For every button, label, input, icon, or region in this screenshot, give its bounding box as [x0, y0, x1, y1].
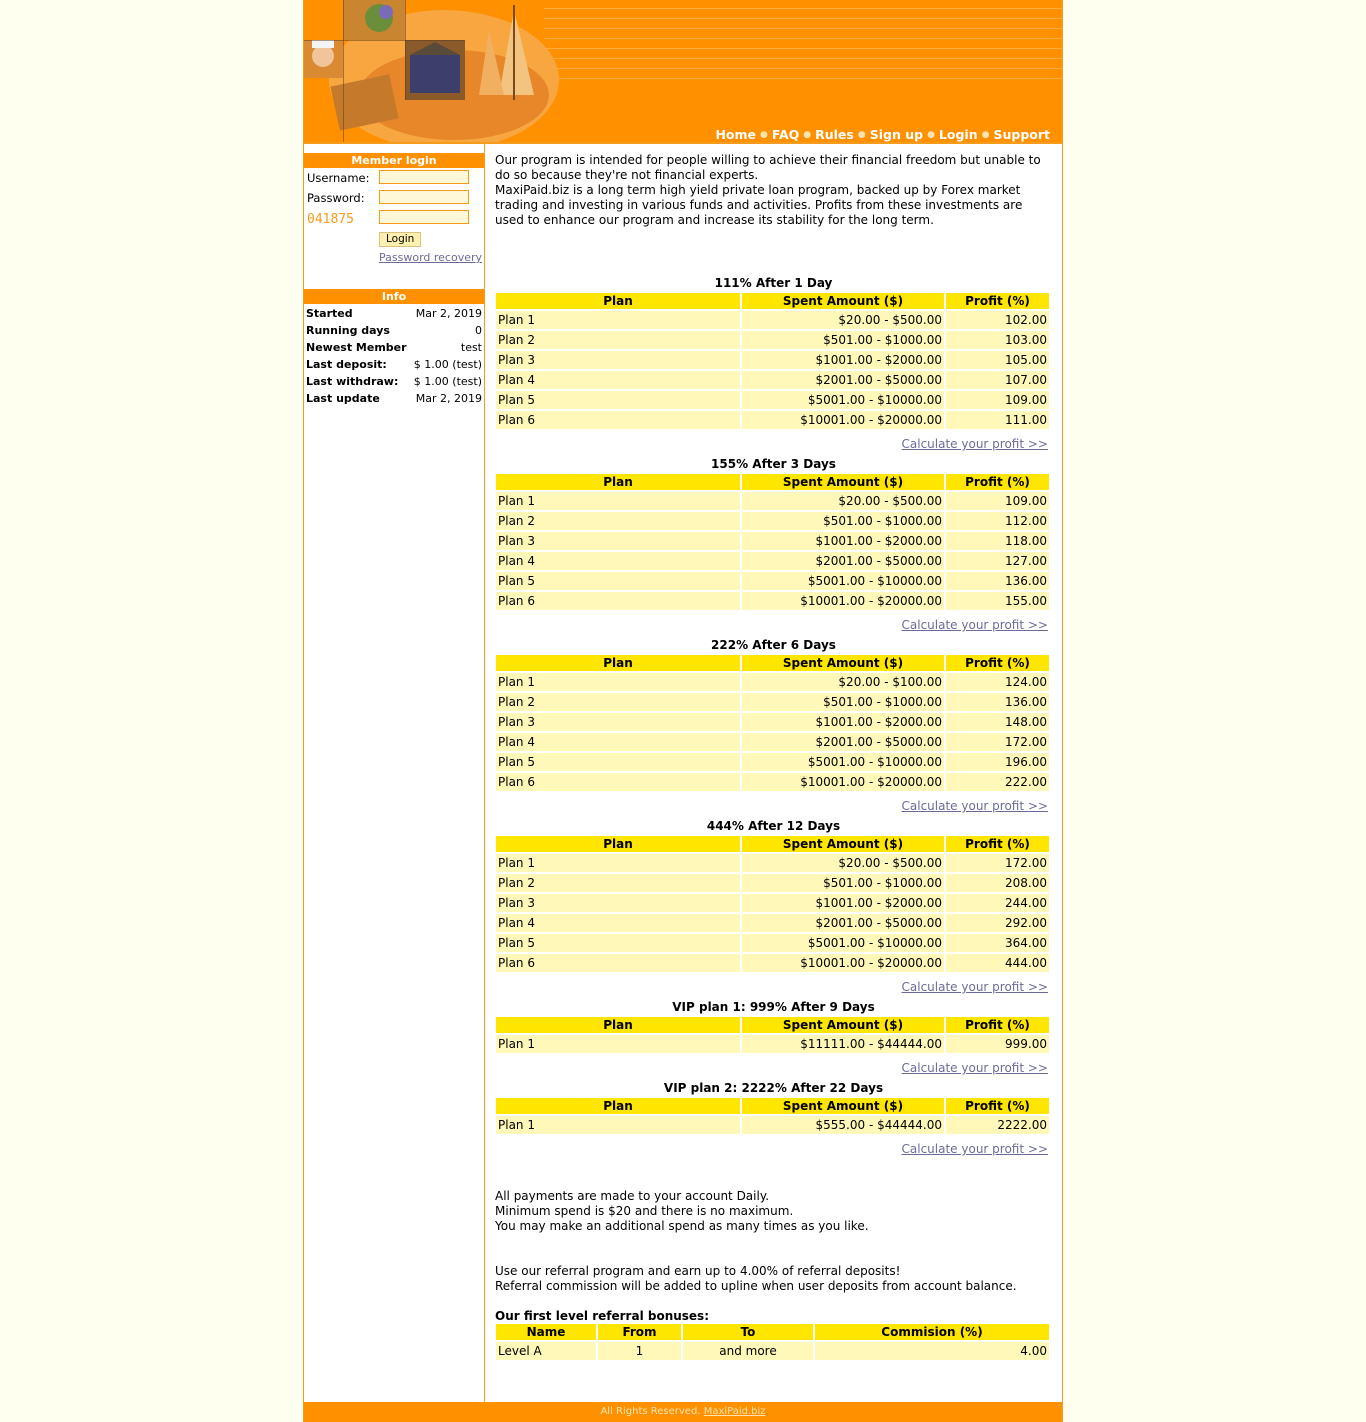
amount-cell: $501.00 - $1000.00 — [742, 874, 944, 892]
table-row — [496, 894, 1049, 912]
table-row — [496, 1342, 1049, 1360]
profit-cell: 244.00 — [946, 894, 1049, 912]
column-header: Spent Amount ($) — [742, 474, 944, 490]
plan-table — [494, 1015, 1051, 1055]
plan-name-cell: Plan 4 — [496, 552, 740, 570]
profit-cell: 124.00 — [946, 673, 1049, 691]
table-row — [496, 331, 1049, 349]
plan-title: 444% After 12 Days — [706, 819, 841, 833]
column-header: Name — [496, 1324, 596, 1340]
profit-cell: 364.00 — [946, 934, 1049, 952]
profit-cell: 136.00 — [946, 693, 1049, 711]
plan-name-cell: Plan 5 — [496, 753, 740, 771]
profit-cell: 107.00 — [946, 371, 1049, 389]
nav-signup[interactable]: Sign up — [869, 127, 924, 142]
column-header: Profit (%) — [946, 474, 1049, 490]
member-login-heading: Member login — [304, 153, 484, 168]
info-row — [306, 356, 482, 373]
table-row — [496, 773, 1049, 791]
footer-site-link[interactable]: MaxiPaid.biz — [703, 1406, 766, 1417]
column-header: Profit (%) — [946, 836, 1049, 852]
calculate-profit-link[interactable]: Calculate your profit >> — [901, 618, 1048, 632]
info-value: test — [460, 341, 482, 354]
profit-cell: 2222.00 — [946, 1116, 1049, 1134]
amount-cell: $10001.00 - $20000.00 — [742, 411, 944, 429]
plan-name-cell: Plan 3 — [496, 713, 740, 731]
table-row — [496, 592, 1049, 610]
login-button[interactable]: Login — [379, 232, 421, 247]
footer-text: All Rights Reserved. — [600, 1406, 701, 1417]
intro-text-line: MaxiPaid.biz is a long term high yield private loan program, backed up by Forex market — [495, 183, 1021, 197]
profit-cell: 109.00 — [946, 492, 1049, 510]
column-header: Spent Amount ($) — [742, 293, 944, 309]
profit-cell: 148.00 — [946, 713, 1049, 731]
info-row — [306, 390, 482, 407]
nav-rules[interactable]: Rules — [815, 127, 854, 142]
referral-cell: 1 — [598, 1342, 681, 1360]
table-row — [496, 733, 1049, 751]
plan-title: 155% After 3 Days — [711, 457, 836, 471]
column-header: Commision (%) — [815, 1324, 1049, 1340]
plan-name-cell: Plan 1 — [496, 673, 740, 691]
referral-bonus-title: Our first level referral bonuses: — [495, 1309, 709, 1323]
plan-title: 111% After 1 Day — [714, 276, 833, 290]
table-row — [496, 351, 1049, 369]
column-header: Spent Amount ($) — [742, 836, 944, 852]
plan-table — [494, 653, 1051, 793]
column-header: Plan — [496, 293, 740, 309]
plan-name-cell: Plan 2 — [496, 693, 740, 711]
page-container — [303, 0, 1063, 1422]
plan-title: VIP plan 2: 2222% After 22 Days — [663, 1081, 884, 1095]
profit-cell: 109.00 — [946, 391, 1049, 409]
plan-name-cell: Plan 1 — [496, 1116, 740, 1134]
amount-cell: $2001.00 - $5000.00 — [742, 733, 944, 751]
plan-name-cell: Plan 4 — [496, 733, 740, 751]
amount-cell: $5001.00 - $10000.00 — [742, 934, 944, 952]
plan-name-cell: Plan 3 — [496, 351, 740, 369]
amount-cell: $2001.00 - $5000.00 — [742, 914, 944, 932]
column-header: Plan — [496, 1098, 740, 1114]
plan-name-cell: Plan 2 — [496, 331, 740, 349]
payment-info-line: All payments are made to your account Daily. — [495, 1189, 770, 1203]
table-row — [496, 572, 1049, 590]
table-row — [496, 532, 1049, 550]
column-header: Profit (%) — [946, 1098, 1049, 1114]
table-row — [496, 874, 1049, 892]
amount-cell: $1001.00 - $2000.00 — [742, 713, 944, 731]
column-header: Profit (%) — [946, 655, 1049, 671]
plan-name-cell: Plan 5 — [496, 572, 740, 590]
password-label: Password: — [307, 191, 365, 205]
plan-table — [494, 291, 1051, 431]
table-row — [496, 854, 1049, 872]
plan-name-cell: Plan 2 — [496, 512, 740, 530]
profit-cell: 172.00 — [946, 854, 1049, 872]
payment-info-line: You may make an additional spend as many times as you like. — [495, 1219, 869, 1233]
password-recovery-link[interactable]: Password recovery — [379, 251, 483, 264]
table-row — [496, 934, 1049, 952]
amount-cell: $20.00 - $100.00 — [742, 673, 944, 691]
plan-table-header — [496, 1098, 1049, 1114]
amount-cell: $11111.00 - $44444.00 — [742, 1035, 944, 1053]
intro-text-line: used to enhance our program and increase its stability for the long term. — [495, 213, 934, 227]
info-value: Mar 2, 2019 — [415, 307, 482, 320]
amount-cell: $10001.00 - $20000.00 — [742, 954, 944, 972]
plan-name-cell: Plan 1 — [496, 492, 740, 510]
plan-name-cell: Plan 2 — [496, 874, 740, 892]
plan-name-cell: Plan 1 — [496, 311, 740, 329]
table-row — [496, 492, 1049, 510]
column-header: Spent Amount ($) — [742, 1017, 944, 1033]
amount-cell: $1001.00 - $2000.00 — [742, 894, 944, 912]
amount-cell: $5001.00 - $10000.00 — [742, 753, 944, 771]
plan-table — [494, 1096, 1051, 1136]
plan-name-cell: Plan 5 — [496, 934, 740, 952]
amount-cell: $5001.00 - $10000.00 — [742, 391, 944, 409]
plan-name-cell: Plan 6 — [496, 411, 740, 429]
plan-name-cell: Plan 3 — [496, 532, 740, 550]
table-row — [496, 753, 1049, 771]
profit-cell: 222.00 — [946, 773, 1049, 791]
info-row — [306, 305, 482, 322]
table-row — [496, 391, 1049, 409]
plan-name-cell: Plan 1 — [496, 1035, 740, 1053]
amount-cell: $10001.00 - $20000.00 — [742, 592, 944, 610]
table-row — [496, 411, 1049, 429]
amount-cell: $555.00 - $44444.00 — [742, 1116, 944, 1134]
calculate-profit-link[interactable]: Calculate your profit >> — [901, 799, 1048, 813]
info-key: Last withdraw: — [306, 375, 399, 388]
amount-cell: $2001.00 - $5000.00 — [742, 371, 944, 389]
intro-text-line: do so because they're not financial experts. — [495, 168, 759, 182]
calculate-profit-link[interactable]: Calculate your profit >> — [901, 980, 1048, 994]
column-header: Spent Amount ($) — [742, 655, 944, 671]
plan-name-cell: Plan 6 — [496, 592, 740, 610]
referral-cell: 4.00 — [815, 1342, 1049, 1360]
profit-cell: 155.00 — [946, 592, 1049, 610]
table-row — [496, 311, 1049, 329]
table-row — [496, 371, 1049, 389]
captcha-image: 041875 — [307, 212, 354, 227]
info-row — [306, 339, 482, 356]
column-header: Plan — [496, 836, 740, 852]
profit-cell: 292.00 — [946, 914, 1049, 932]
referral-info-line: Referral commission will be added to upline when user deposits from account balance. — [495, 1279, 1017, 1293]
table-row — [496, 713, 1049, 731]
profit-cell: 208.00 — [946, 874, 1049, 892]
amount-cell: $501.00 - $1000.00 — [742, 512, 944, 530]
header-banner — [304, 0, 1062, 142]
amount-cell: $10001.00 - $20000.00 — [742, 773, 944, 791]
info-value: 0 — [475, 324, 482, 337]
profit-cell: 999.00 — [946, 1035, 1049, 1053]
intro-text-line: trading and investing in various funds and activities. Profits from these investments are — [495, 198, 1023, 212]
top-navigation: Home ● FAQ ● Rules ● Sign up ● Login ● Support — [715, 127, 1050, 142]
plan-name-cell: Plan 6 — [496, 954, 740, 972]
referral-cell: Level A — [496, 1342, 596, 1360]
info-value: $ 1.00 (test) — [413, 358, 482, 371]
plan-name-cell: Plan 6 — [496, 773, 740, 791]
table-row — [496, 954, 1049, 972]
column-header: To — [683, 1324, 813, 1340]
profit-cell: 103.00 — [946, 331, 1049, 349]
table-row — [496, 914, 1049, 932]
amount-cell: $5001.00 - $10000.00 — [742, 572, 944, 590]
table-row — [496, 512, 1049, 530]
info-key: Running days — [306, 324, 390, 337]
plan-name-cell: Plan 4 — [496, 371, 740, 389]
calculate-profit-link[interactable]: Calculate your profit >> — [901, 437, 1048, 451]
username-input[interactable] — [379, 170, 469, 184]
referral-info-line: Use our referral program and earn up to 4.00% of referral deposits! — [495, 1264, 901, 1278]
profit-cell: 172.00 — [946, 733, 1049, 751]
amount-cell: $20.00 - $500.00 — [742, 492, 944, 510]
table-row — [496, 693, 1049, 711]
nav-faq[interactable]: FAQ — [771, 127, 800, 142]
referral-table — [494, 1322, 1051, 1362]
amount-cell: $1001.00 - $2000.00 — [742, 351, 944, 369]
amount-cell: $501.00 - $1000.00 — [742, 693, 944, 711]
table-row — [496, 673, 1049, 691]
amount-cell: $2001.00 - $5000.00 — [742, 552, 944, 570]
table-row — [496, 1035, 1049, 1053]
column-header: Plan — [496, 655, 740, 671]
plan-table-header — [496, 1017, 1049, 1033]
payment-info-line: Minimum spend is $20 and there is no maximum. — [495, 1204, 794, 1218]
column-header: Plan — [496, 1017, 740, 1033]
column-header: Profit (%) — [946, 1017, 1049, 1033]
footer — [304, 1402, 1062, 1422]
table-row — [496, 1116, 1049, 1134]
nav-home[interactable]: Home — [715, 127, 756, 142]
plan-name-cell: Plan 1 — [496, 854, 740, 872]
column-header: Spent Amount ($) — [742, 1098, 944, 1114]
referral-table-header — [496, 1324, 1049, 1340]
plan-table — [494, 472, 1051, 612]
plan-name-cell: Plan 4 — [496, 914, 740, 932]
header-collage-image — [304, 0, 564, 142]
info-key: Newest Member — [306, 341, 407, 354]
plan-title: 222% After 6 Days — [711, 638, 836, 652]
captcha-input[interactable] — [379, 210, 469, 224]
amount-cell: $1001.00 - $2000.00 — [742, 532, 944, 550]
info-key: Last update — [306, 392, 380, 405]
column-header: Profit (%) — [946, 293, 1049, 309]
column-header: From — [598, 1324, 681, 1340]
profit-cell: 196.00 — [946, 753, 1049, 771]
info-value: $ 1.00 (test) — [413, 375, 482, 388]
profit-cell: 136.00 — [946, 572, 1049, 590]
column-header: Plan — [496, 474, 740, 490]
amount-cell: $20.00 - $500.00 — [742, 854, 944, 872]
profit-cell: 127.00 — [946, 552, 1049, 570]
info-key: Started — [306, 307, 353, 320]
info-row — [306, 322, 482, 339]
amount-cell: $20.00 - $500.00 — [742, 311, 944, 329]
calculate-profit-link[interactable]: Calculate your profit >> — [901, 1061, 1048, 1075]
password-input[interactable] — [379, 190, 469, 204]
nav-login[interactable]: Login — [938, 127, 978, 142]
username-label: Username: — [307, 171, 370, 185]
info-value: Mar 2, 2019 — [415, 392, 482, 405]
plan-name-cell: Plan 5 — [496, 391, 740, 409]
profit-cell: 112.00 — [946, 512, 1049, 530]
plan-table — [494, 834, 1051, 974]
info-heading: Info — [304, 289, 484, 304]
profit-cell: 102.00 — [946, 311, 1049, 329]
plan-table-header — [496, 655, 1049, 671]
info-row — [306, 373, 482, 390]
calculate-profit-link[interactable]: Calculate your profit >> — [901, 1142, 1048, 1156]
table-row — [496, 552, 1049, 570]
info-key: Last deposit: — [306, 358, 387, 371]
profit-cell: 105.00 — [946, 351, 1049, 369]
plan-table-header — [496, 474, 1049, 490]
intro-text-line: Our program is intended for people willing to achieve their financial freedom but unable to — [495, 153, 1041, 167]
plan-table-header — [496, 836, 1049, 852]
plan-table-header — [496, 293, 1049, 309]
sidebar — [304, 144, 485, 1402]
profit-cell: 118.00 — [946, 532, 1049, 550]
referral-cell: and more — [683, 1342, 813, 1360]
plan-title: VIP plan 1: 999% After 9 Days — [672, 1000, 875, 1014]
profit-cell: 111.00 — [946, 411, 1049, 429]
amount-cell: $501.00 - $1000.00 — [742, 331, 944, 349]
plan-name-cell: Plan 3 — [496, 894, 740, 912]
profit-cell: 444.00 — [946, 954, 1049, 972]
nav-support[interactable]: Support — [993, 127, 1050, 142]
